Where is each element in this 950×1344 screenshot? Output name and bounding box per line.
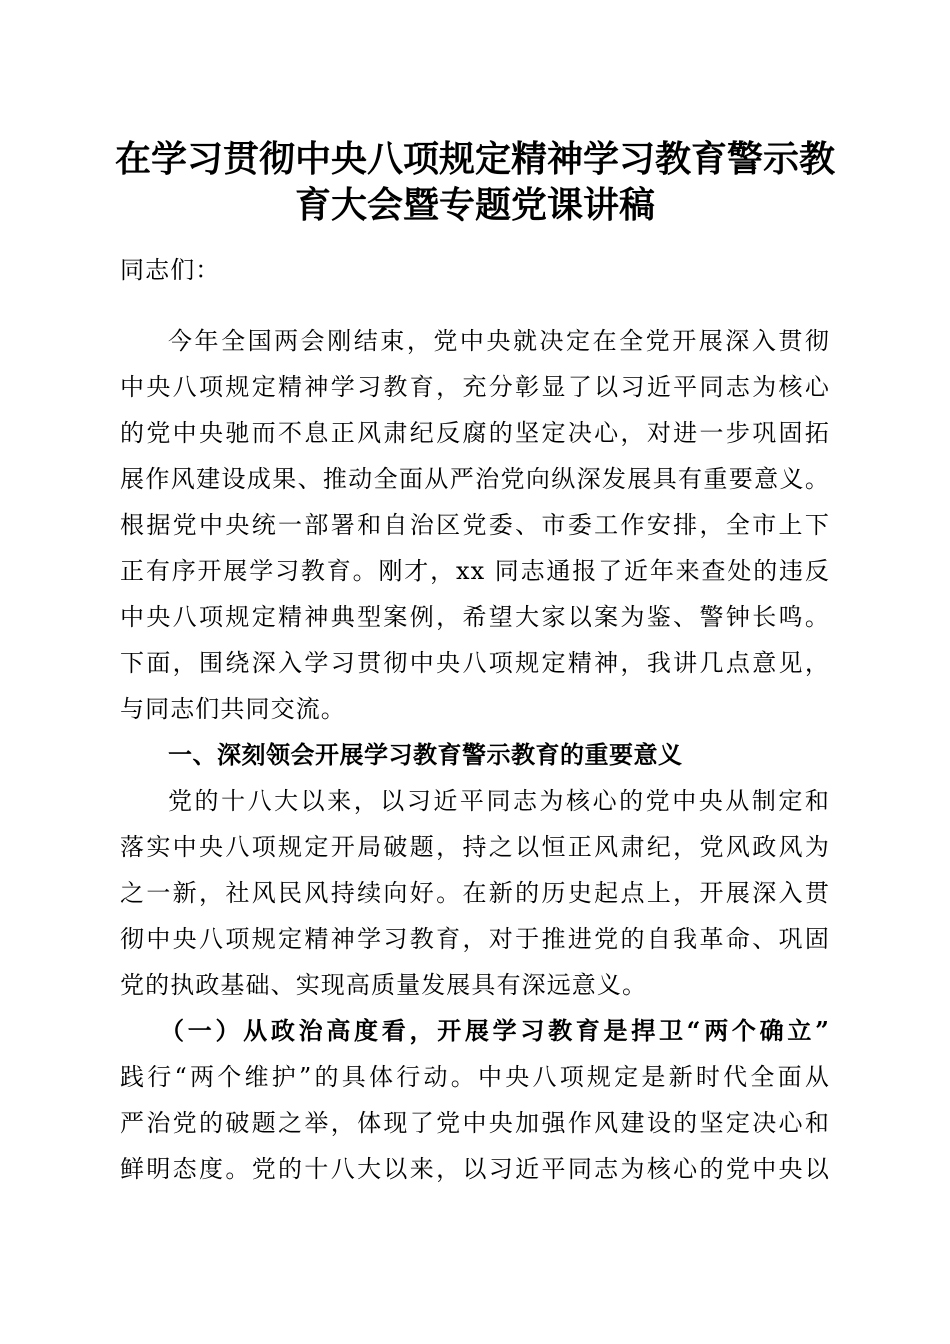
intro-line: 正有序开展学习教育。刚才，xx 同志通报了近年来查处的违反: [120, 557, 830, 585]
section-line: 落实中央八项规定开局破题，持之以恒正风肃纪，党风政风为: [120, 833, 830, 861]
intro-line: 中央八项规定精神学习教育，充分彰显了以习近平同志为核心: [120, 373, 830, 401]
document-title-line-2: 育大会暨专题党课讲稿: [294, 184, 655, 226]
section-line: 彻中央八项规定精神学习教育，对于推进党的自我革命、巩固: [120, 925, 830, 953]
salutation: 同志们：: [120, 256, 221, 284]
section-heading: 一、深刻领会开展学习教育警示教育的重要意义: [168, 741, 683, 769]
section-line: 之一新，社风民风持续向好。在新的历史起点上，开展深入贯: [120, 879, 830, 907]
intro-line: 根据党中央统一部署和自治区党委、市委工作安排，全市上下: [120, 511, 830, 539]
intro-line: 与同志们共同交流。: [120, 695, 346, 723]
subsection-line: 鲜明态度。党的十八大以来，以习近平同志为核心的党中央以: [120, 1155, 830, 1183]
intro-line: 展作风建设成果、推动全面从严治党向纵深发展具有重要意义。: [120, 465, 830, 493]
intro-line: 下面，围绕深入学习贯彻中央八项规定精神，我讲几点意见，: [120, 649, 830, 677]
intro-line: 今年全国两会刚结束，党中央就决定在全党开展深入贯彻: [168, 327, 830, 355]
section-line: 党的十八大以来，以习近平同志为核心的党中央从制定和: [168, 787, 830, 815]
intro-line: 中央八项规定精神典型案例，希望大家以案为鉴、警钟长鸣。: [120, 603, 830, 631]
document-title-line-1: 在学习贯彻中央八项规定精神学习教育警示教: [114, 138, 835, 180]
subsection-line: 严治党的破题之举，体现了党中央加强作风建设的坚定决心和: [120, 1109, 830, 1137]
section-line: 党的执政基础、实现高质量发展具有深远意义。: [120, 971, 648, 999]
intro-line: 的党中央驰而不息正风肃纪反腐的坚定决心，对进一步巩固拓: [120, 419, 830, 447]
subsection-heading-line: （一）从政治高度看，开展学习教育是捍卫“两个确立”: [160, 1016, 830, 1045]
subsection-line: 践行“两个维护”的具体行动。中央八项规定是新时代全面从: [120, 1063, 830, 1091]
